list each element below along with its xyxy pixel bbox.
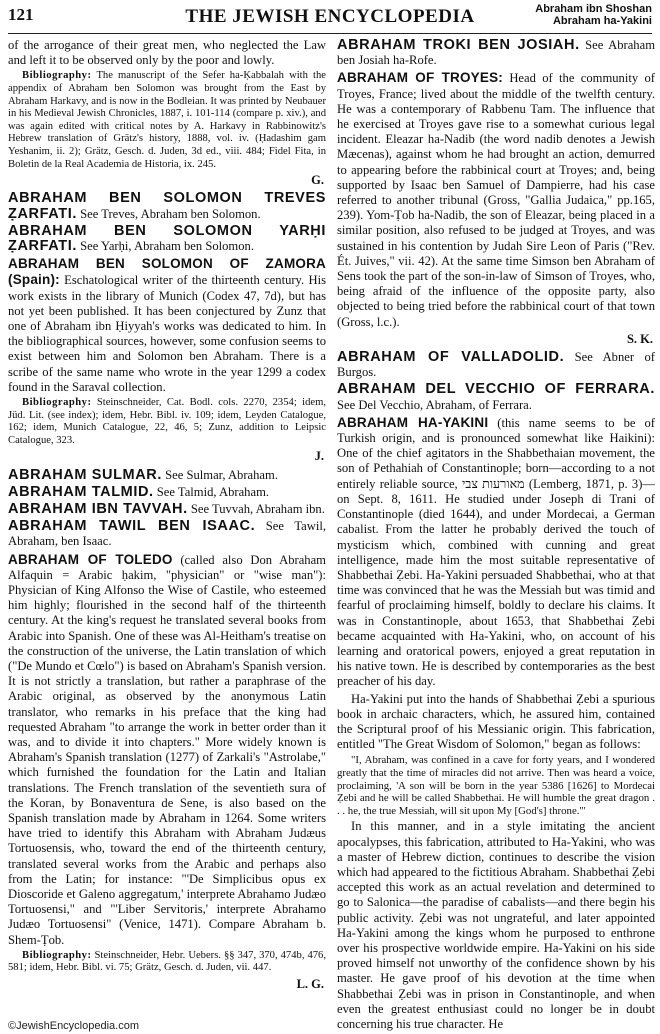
left-column <box>8 38 326 1016</box>
page-number: 121 <box>8 5 34 24</box>
entry-text: (called also Don Abraham Alfaquin = Arabic ḥakim, "physician" or "wise man"): Physician of King Alfonso the Wise of Castile, who esteemed him highly; flourished in the second half of the thirteenth century. At the king's request he translated several books from Arabic into Spanish. One of these was Al-Heitham's treatise on the construction of the universe, the Latin translation of which ("De Mundo et Cœlo") is based on Abraham's Spanish version. It is not strictly a translation, but rather a paraphrase of the Arabic original, as observed by the anonymous Latin translator, who remarks in his preface that the king had requested Abraham "to arrange the work in better order than it was, and to divide it into chapters." More widely known is Abraham's Spanish translation (1277) of Zarkali's "Astrolabe," which furnished the foundation for the Latin and Italian translations. The French translation of the seventieth sura of the Koran, by Bonaventura de Sene, is also based on the Spanish translation made by Abraham in 1264. Some writers have tried to identify this Abraham with Abraham Judæus Tortuosensis, who, toward the end of the thirteenth century, translated several works from the Arabic and perhaps also from the Latin; for instance: "'De Simplicibus opus ex Dioscoride et Galeno aggregatum,' interprete Abrahamo Judæo Tortuosensi," and "'Liber Servitoris,' interprete Abrahamo Judæo Tortuosensi" (Venice, 1471). Compare Abraham b. Shem-Ṭob. <box>8 552 326 947</box>
bibliography-label: Bibliography: <box>22 397 92 408</box>
entry-text: Eschatological writer of the thirteenth century. His work exists in the library of Munich (Codex 47, 7d), but has not yet been published. It has been conjectured by Zunz that one of Abraham ibn Ḥiyyah's works was dedicated to him. In the bibliographical sources, however, some confusion seems to exist between him and Solomon ben Abraham. There is a scribe of the same name who wrote in the year 1299 a codex found in the Saraval collection. <box>8 273 326 394</box>
bibliography-label: Bibliography: <box>22 949 92 961</box>
page-header <box>8 3 652 34</box>
paragraph: Ha-Yakini put into the hands of Shabbethai Ẓebi a spurious book in archaic characters, which, he assured him, contained the Scriptural proof of his Messianic origin. This fabrication, entitled "The Great Wisdom of Solomon," began as follows: <box>337 691 655 752</box>
entry <box>337 415 655 690</box>
author-signature: J. <box>314 449 324 464</box>
entry-text: See Yarḥi, Abraham ben Solomon. <box>76 238 254 253</box>
author-signature: S. K. <box>626 331 653 346</box>
entry-text: See Tawil, Abraham, ben Isaac. <box>8 519 326 549</box>
entry-headword: ABRAHAM BEN SOLOMON YARḤI ẒARFATI. <box>8 222 326 254</box>
paragraph: In this manner, and in a style imitating the ancient apocalypses, this fabrication, attributed to Ha-Yakini, who was a master of Hebrew diction, continues to describe the vision which had appeared to the fictitious Abraham. Shabbethai Ẓebi accepted this work as an actual revelation and determined to go to Salonica—the paradise of cabalists—and there begin his public activity. Ẓebi was not ungrateful, and later appointed Ha-Yakini among the kings whom he purposed to enthrone over his prospective worldwide empire. Ha-Yakini on his side proved himself not unworthy of the confidence shown by his master. He gave proof of his devotion at the time when Shabbethai Ẓebi was in prison in Constantinople, and when even the greatest enthusiast could no longer be in doubt concerning his true character. He <box>337 819 655 1031</box>
site-credit: ©JewishEncyclopedia.com <box>8 1020 139 1032</box>
entry-text: See Treves, Abraham ben Solomon. <box>76 206 261 221</box>
entry <box>337 350 655 380</box>
entry-text: See Abner of Burgos. <box>337 350 655 380</box>
entry-headword: ABRAHAM TALMID. <box>8 483 154 500</box>
entry <box>337 382 655 412</box>
entry <box>8 191 326 221</box>
continued-text: of the arrogance of their great men, who neglected the Law and left it to be observed only by the poor and lowly. <box>8 38 326 68</box>
right-column <box>337 37 655 1031</box>
entry-headword: ABRAHAM TROKI BEN JOSIAH. <box>337 37 580 53</box>
bibliography-text: The manuscript of the Sefer ha-Ḳabbalah with the appendix of Abraham ben Solomon was brought from the East by Abraham Harkavy, and is now in the Bodleian. It was printed by Neubauer in his Medieval Jewish Chronicles, 1887, i. 101-114 (compare p. xiv.), and was again edited with critical notes by A. Harkavy in Rabbinowitz's Hebrew translation of Grätz's history, 1888, vol. iv. (Ḥadashim gam Yeshanim, ii. 2); Grätz, Gesch. d. Juden, 3d ed., viii. 484; Fidel Fita, in Boletin de la Real Academia de Historia, ix. 245. <box>8 70 326 170</box>
entry-headword: ABRAHAM BEN SOLOMON OF ZAMORA (Spain): <box>8 256 326 288</box>
entry-headword: ABRAHAM OF TROYES: <box>337 70 503 86</box>
bibliography-label: Bibliography: <box>22 70 92 82</box>
bibliography-text: Steinschneider, Hebr. Uebers. §§ 347, 370, 474b, 476, 581; idem, Hebr. Bibl. vi. 75; Grätz, Gesch. d. Juden, vii. 447. <box>8 949 326 974</box>
entry-text: See Tuvvah, Abraham ibn. <box>187 501 325 516</box>
entry-text: See Abraham ben Josiah ha-Rofe. <box>337 38 655 68</box>
entry-headword: ABRAHAM OF TOLEDO <box>8 551 173 567</box>
entry <box>8 502 326 517</box>
entry-text: See Del Vecchio, Abraham, of Ferrara. <box>337 397 532 412</box>
bibliography <box>8 70 326 171</box>
author-signature: G. <box>311 173 324 188</box>
author-signature: L. G. <box>296 977 324 992</box>
entry <box>8 468 326 483</box>
bibliography <box>8 950 326 975</box>
bibliography-text: Steinschneider, Cat. Bodl. cols. 2270, 2354; idem, Jüd. Lit. (see index); idem, Hebr. Bibl. iv. 109; idem, Leyden Catalogue, 162; idem, Munich Catalogue, 22, 46, 5; Zunz, addition to Leipsic Catalogue, 323. <box>8 397 326 446</box>
entry-headword: ABRAHAM TAWIL BEN ISAAC. <box>8 518 256 535</box>
running-head-first: Abraham ibn Shoshan <box>535 3 652 15</box>
page-title: THE JEWISH ENCYCLOPEDIA <box>185 6 475 27</box>
entry <box>8 519 326 549</box>
entry <box>8 224 326 254</box>
bibliography <box>8 397 326 447</box>
entry-headword: ABRAHAM BEN SOLOMON TREVES ẒARFATI. <box>8 190 326 222</box>
entry-text: See Sulmar, Abraham. <box>162 467 278 482</box>
entry-headword: ABRAHAM OF VALLADOLID. <box>337 349 565 366</box>
block-quote: "I, Abraham, was confined in a cave for forty years, and I wondered greatly that the time of miracles did not arrive. Then was heard a voice, proclaiming, 'A son will be born in the year 5386 [1626] to Mordecai Ẓebi and he will be called Shabbethai. He will humble the great dragon . . . he, the true Messiah, will sit upon My [God's] throne.'" <box>337 754 655 817</box>
entry-headword: ABRAHAM SULMAR. <box>8 466 162 483</box>
entry-headword: ABRAHAM IBN TAVVAH. <box>8 500 188 517</box>
entry-text: Head of the community of Troyes, France; lived about the middle of the twelfth century. He was a contemporary of Rabbenu Tam. The influence that he exercised at Troyes gave rise to a somewhat curious legal incident. Eleazar ha-Nadib (the word nadib denotes a Jewish Mæcenas), against whom he had brought an action, demurred to appearing before the rabbinical court at Troyes; and, being supported by Isaac ben Samuel of Dampierre, had his case referred to another tribunal (Gross, "Gallia Judaica," pp.165, 239). Yom-Ṭob ha-Nadib, the son of Eleazar, being placed in a similar position, also refused to be judged at Troyes, and was sustained in his contention by Judah Sire Leon of Paris ("Rev. Ét. Juives," vii. 42). At the same time Simson ben Abraham of Sens took the part of the son-in-law of Simson of Troyes, who, being afraid of the influence of the opposite party, also objected to being tried before the rabbinical court of that town (Gross, l.c.). <box>337 71 655 329</box>
running-head-last: Abraham ha-Yakini <box>552 15 652 27</box>
entry-headword: ABRAHAM HA-YAKINI <box>337 414 489 430</box>
entry <box>8 256 326 395</box>
entry <box>337 70 655 329</box>
entry-text: (this name seems to be of Turkish origin, and is pronounced somewhat like Haikini): One of the chief agitators in the Shabbethaian movement, the son of Pethahiah of Constantinople; born—according to a not entirely reliable source, מאורעות צבי (Lemberg, 1871, p. 3)—on Sept. 8, 1611. He studied under Joseph di Trani of Constantinople (died 1644), and under Mordecai, a German cabalist. From the latter he probably derived the touch of mysticism which, combined with cunning and great intelligence, made him the most suitable representative of Shabbethai Ẓebi. Ha-Yakini persuaded Shabbethai, who at that time was convinced that he was the Messiah but was timid and fearful of proclaiming himself, boldly to declare his claims. It was in Constantinople, about 1653, that Shabbethai Ẓebi became acquainted with Ha-Yakini, who, on account of his learning and oratorical powers, enjoyed a great reputation in his native town. He is described by contemporaries as the best preacher of his day. <box>337 415 655 689</box>
entry-text: See Talmid, Abraham. <box>153 484 270 499</box>
entry <box>8 552 326 948</box>
entry <box>8 485 326 500</box>
entry-headword: ABRAHAM DEL VECCHIO OF FERRARA. <box>337 381 655 398</box>
entry <box>337 38 655 68</box>
running-head <box>535 3 652 27</box>
